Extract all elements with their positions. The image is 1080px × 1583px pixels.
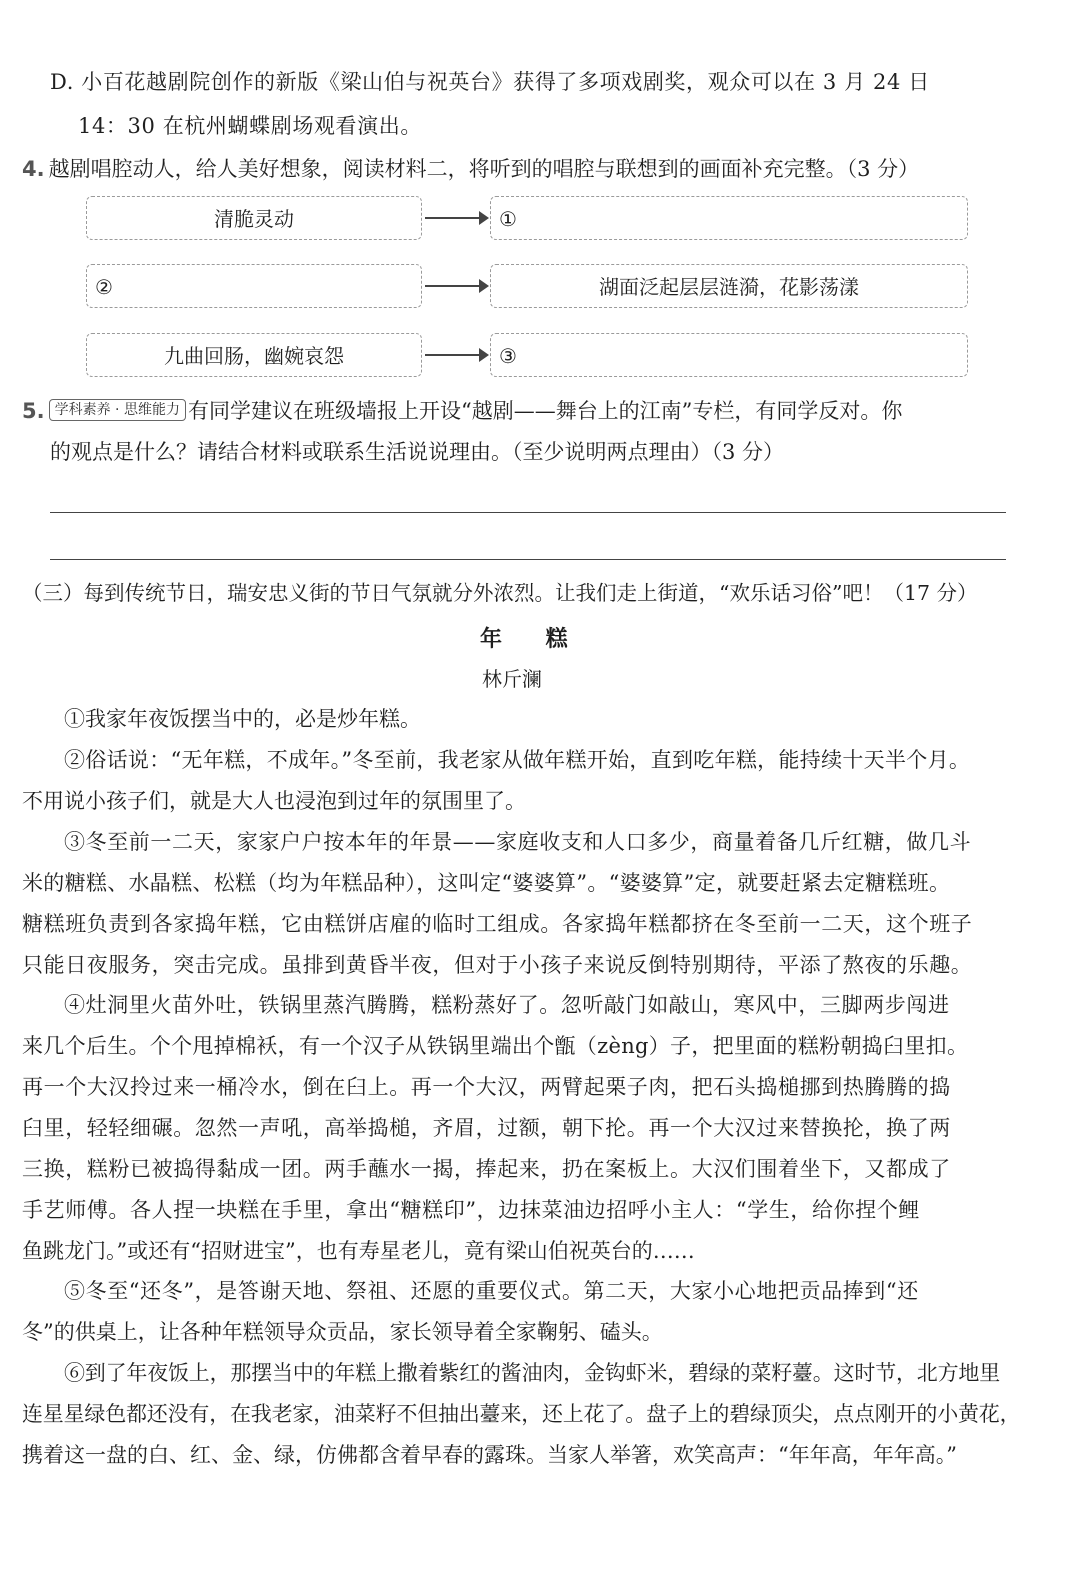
question-5-number: 5. [22,399,45,423]
q4-arrow-1 [425,208,489,228]
paragraph-line: ②俗话说：“无年糕，不成年。”冬至前，我老家从做年糕开始，直到吃年糕，能持续十天半个月。 [64,748,971,772]
option-d-line-2: 14：30 在杭州蝴蝶剧场观看演出。 [78,114,422,138]
option-d-line-1: D. 小百花越剧院创作的新版《梁山伯与祝英台》获得了多项戏剧奖，观众可以在 3 月 24 日 [50,70,930,94]
paragraph-line: 手艺师傅。各人捏一块糕在手里，拿出“糖糕印”，边抹菜油边招呼小主人：“学生，给你捏个鲤 [22,1198,921,1222]
article-title: 年 糕 [480,626,586,652]
paragraph-line: 鱼跳龙门。”或还有“招财进宝”，也有寿星老儿，竟有梁山伯祝英台的…… [22,1239,695,1263]
question-5-line-1: 有同学建议在班级墙报上开设“越剧——舞台上的江南”专栏，有同学反对。你 [187,399,903,423]
question-4 [22,154,919,184]
paragraph-line: 不用说小孩子们，就是大人也浸泡到过年的氛围里了。 [22,789,526,813]
paragraph-line: 米的糖糕、水晶糕、松糕（均为年糕品种），这叫定“婆婆算”。“婆婆算”定，就要赶紧去定糖糕班。 [22,871,951,895]
q4-left-box-3: 九曲回肠，幽婉哀怨 [86,333,422,377]
q4-arrow-2 [425,276,489,296]
article-author: 林斤澜 [482,667,542,691]
question-4-text: 越剧唱腔动人，给人美好想象，阅读材料二，将听到的唱腔与联想到的画面补充完整。（3 分） [48,157,920,181]
paragraph-line: 糖糕班负责到各家捣年糕，它由糕饼店雇的临时工组成。各家捣年糕都挤在冬至前一二天，这个班子 [22,912,973,936]
paragraph-line: 携着这一盘的白、红、金、绿，仿佛都含着早春的露珠。当家人举箸，欢笑高声：“年年高，年年高。” [22,1443,957,1467]
q4-right-box-2: 湖面泛起层层涟漪，花影荡漾 [490,264,968,308]
q4-right-box-3[interactable]: ③ [490,333,968,377]
paragraph-line: 再一个大汉拎过来一桶冷水，倒在臼上。再一个大汉，两臂起栗子肉，把石头捣槌挪到热腾腾的捣 [22,1075,951,1099]
q4-right-box-1[interactable]: ① [490,196,968,240]
q4-left-box-1: 清脆灵动 [86,196,422,240]
question-4-number: 4. [22,157,45,181]
skill-badge: 学科素养 · 思维能力 [49,399,186,421]
paragraph-line: 只能日夜服务，突击完成。虽排到黄昏半夜，但对于小孩子来说反倒特别期待，平添了熬夜的乐趣。 [22,953,973,977]
paragraph-line: ④灶洞里火苗外吐，铁锅里蒸汽腾腾，糕粉蒸好了。忽听敲门如敲山，寒风中，三脚两步闯进 [64,993,950,1017]
q4-arrow-3 [425,345,489,365]
section-3-intro: （三）每到传统节日，瑞安忠义街的节日气氛就分外浓烈。让我们走上街道，“欢乐话习俗”吧！（17 分） [22,581,978,605]
answer-line-1[interactable] [50,512,1006,513]
question-5-line-2: 的观点是什么？请结合材料或联系生活说说理由。（至少说明两点理由）（3 分） [50,440,785,464]
paragraph-line: ③冬至前一二天，家家户户按本年的年景——家庭收支和人口多少，商量着备几斤红糖，做几斗 [64,830,972,854]
paragraph-line: 来几个后生。个个甩掉棉袄，有一个汉子从铁锅里端出个甑（zèng）子，把里面的糕粉朝捣臼里扣。 [22,1034,969,1058]
paragraph-line: 冬”的供桌上，让各种年糕领导众贡品，家长领导着全家鞠躬、磕头。 [22,1320,663,1344]
question-5 [22,396,902,426]
paragraph-line: 三换，糕粉已被捣得黏成一团。两手蘸水一揭，捧起来，扔在案板上。大汉们围着坐下，又都成了 [22,1157,951,1181]
paragraph-line: 臼里，轻轻细碾。忽然一声吼，高举捣槌，齐眉，过额，朝下抡。再一个大汉过来替换抡，换了两 [22,1116,951,1140]
paragraph-line: 连星星绿色都还没有，在我老家，油菜籽不但抽出薹来，还上花了。盘子上的碧绿顶尖，点点刚开的小黄花， [22,1402,1021,1426]
q4-left-box-2[interactable]: ② [86,264,422,308]
paragraph-line: ①我家年夜饭摆当中的，必是炒年糕。 [64,707,421,731]
paragraph-line: ⑤冬至“还冬”，是答谢天地、祭祖、还愿的重要仪式。第二天，大家小心地把贡品捧到“还 [64,1279,919,1303]
answer-line-2[interactable] [50,559,1006,560]
paragraph-line: ⑥到了年夜饭上，那摆当中的年糕上撒着紫红的酱油肉，金钩虾米，碧绿的菜籽薹。这时节，北方地里 [64,1361,1000,1385]
